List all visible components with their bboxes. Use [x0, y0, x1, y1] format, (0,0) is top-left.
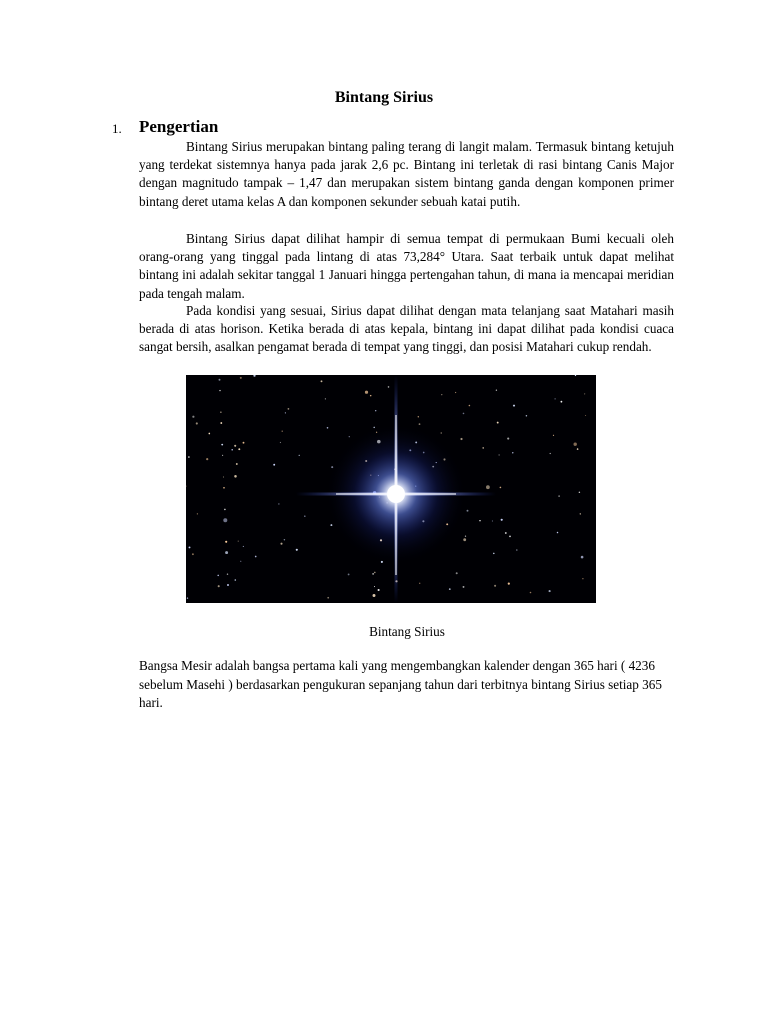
- paragraph-definition: Bintang Sirius merupakan bintang paling terang di langit malam. Termasuk bintang ketujuh yang terdekat sistemnya hanya pada jarak 2,6 pc. Bintang ini terletak di rasi bintang Canis Major dengan magnitudo tampak – 1,47 dan merupakan sistem bintang ganda dengan komponen primer bintang deret utama kelas A dan komponen sekunder sebuah katai putih.: [139, 139, 674, 209]
- document-title: Bintang Sirius: [334, 89, 434, 106]
- sirius-star-image: [186, 375, 596, 603]
- paragraph-visibility: Bintang Sirius dapat dilihat hampir di semua tempat di permukaan Bumi kecuali oleh orang-orang yang tinggal pada lintang di atas 73,284° Utara. Saat terbaik untuk dapat melihat bintang ini adalah sekitar tanggal 1 Januari hingga pertengahan tahun, di mana ia mencapai meridian pada tengah malam.: [139, 231, 674, 301]
- section-heading: Pengertian: [139, 117, 219, 136]
- section-number: 1.: [112, 121, 122, 136]
- paragraph-egypt-calendar: Bangsa Mesir adalah bangsa pertama kali yang mengembangkan kalender dengan 365 hari ( 4236 sebelum Masehi ) berdasarkan pengukuran sepanjang tahun dari terbitnya bintang Sirius setiap 365 hari.: [139, 658, 662, 710]
- star-field-photo-icon: [186, 375, 596, 603]
- figure-caption: Bintang Sirius: [369, 624, 445, 639]
- paragraph-conditions: Pada kondisi yang sesuai, Sirius dapat dilihat dengan mata telanjang saat Matahari masih berada di atas horison. Ketika berada di atas kepala, bintang ini dapat dilihat pada kondisi cuaca sangat bersih, asalkan pengamat berada di tempat yang tinggi, dan posisi Matahari cukup rendah.: [139, 303, 674, 355]
